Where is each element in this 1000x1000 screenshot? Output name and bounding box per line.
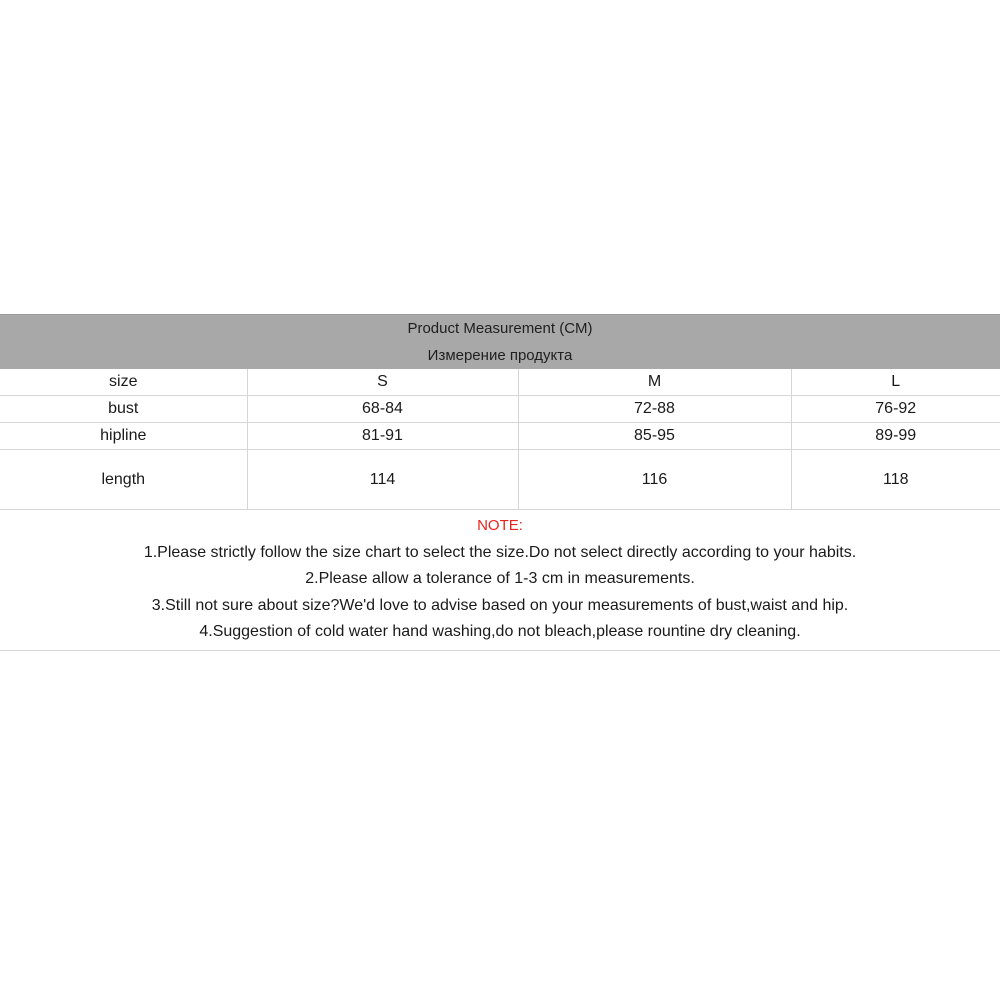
- table-row-hipline: [0, 423, 1000, 450]
- cell-bust-l: 76-92: [791, 396, 1000, 423]
- notes-section: [0, 510, 1000, 651]
- row-label-bust: bust: [0, 396, 247, 423]
- row-label-hipline: hipline: [0, 423, 247, 450]
- cell-length-l: 118: [791, 450, 1000, 510]
- note-item-4: 4.Suggestion of cold water hand washing,do not bleach,please rountine dry cleaning.: [199, 623, 801, 640]
- note-item-2: 2.Please allow a tolerance of 1-3 cm in measurements.: [305, 570, 695, 587]
- cell-bust-m: 72-88: [518, 396, 791, 423]
- chart-title: Product Measurement (CM): [407, 320, 593, 337]
- note-title: NOTE:: [477, 517, 523, 534]
- cell-size-m: M: [518, 369, 791, 396]
- cell-bust-s: 68-84: [247, 396, 518, 423]
- cell-hipline-l: 89-99: [791, 423, 1000, 450]
- row-label-size: size: [0, 369, 247, 396]
- note-item-1: 1.Please strictly follow the size chart to select the size.Do not select directly according to your habits.: [143, 543, 857, 561]
- table-row-length: [0, 450, 1000, 510]
- cell-hipline-s: 81-91: [247, 423, 518, 450]
- table-row-size: [0, 369, 1000, 396]
- size-chart: [0, 314, 1000, 651]
- cell-length-m: 116: [518, 450, 791, 510]
- cell-size-l: L: [791, 369, 1000, 396]
- row-label-length: length: [0, 450, 247, 510]
- size-chart-header: [0, 314, 1000, 369]
- cell-length-s: 114: [247, 450, 518, 510]
- size-table: [0, 369, 1000, 510]
- note-item-3: 3.Still not sure about size?We'd love to advise based on your measurements of bust,waist and hip.: [151, 596, 849, 614]
- cell-size-s: S: [247, 369, 518, 396]
- chart-subtitle: Измерение продукта: [427, 347, 573, 364]
- table-row-bust: [0, 396, 1000, 423]
- cell-hipline-m: 85-95: [518, 423, 791, 450]
